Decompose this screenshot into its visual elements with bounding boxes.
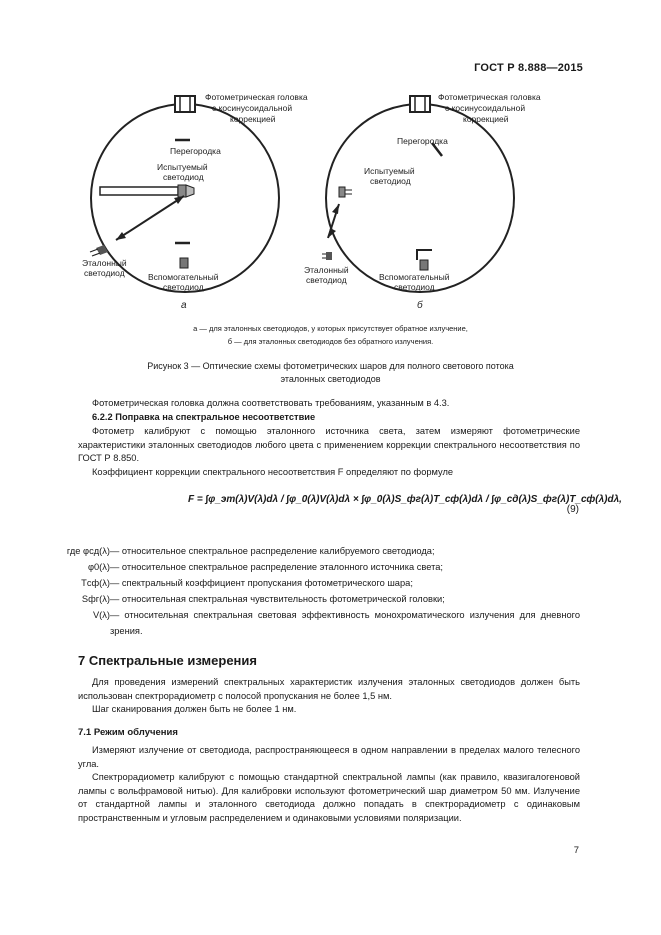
- reference-led-label-a: Эталонный светодиод: [82, 258, 127, 278]
- photometric-head-a: [175, 96, 195, 112]
- page-number: 7: [573, 845, 579, 856]
- auxiliary-led-label-b: Вспомогательный светодиод: [379, 272, 450, 292]
- baffle-label-a: Перегородка: [170, 146, 221, 156]
- section-7-1-para-2: Спектрорадиометр калибруют с помощью стандартной спектральной лампы (как правило, квазигалогеновой лампы с вольфрамовой нитью). Для калибровки используют фотометрический шар диаметром 50 мм. Излучение от стандартной лампы и эталонного светодиода должно попадать в спектрорадиометр с одинаковым пространственным и угловым распределением и одинаковыми условиями поляризации.: [78, 772, 580, 823]
- section-7-1-title: 7.1 Режим облучения: [78, 727, 178, 738]
- auxiliary-led-b: [420, 260, 428, 270]
- reference-led-label-b: Эталонный светодиод: [304, 265, 349, 285]
- test-led-holder-a: [100, 187, 178, 195]
- figure-3: [60, 80, 600, 340]
- test-led-label-b: Испытуемый светодиод: [364, 166, 415, 186]
- section-7-para-2: Шаг сканирования должен быть не более 1 нм.: [92, 704, 297, 714]
- where-row: Sфг(λ) — относительная спектральная чувствительность фотометрической головки;: [81, 594, 445, 604]
- reference-led-b: [322, 252, 332, 260]
- where-list: [48, 543, 580, 639]
- where-row: φ0(λ) — относительное спектральное распределение эталонного источника света;: [87, 562, 444, 572]
- where-row: где φсд(λ) — относительное спектральное распределение калибруемого светодиода;: [66, 546, 435, 556]
- where-row: Tсф(λ) — спектральный коэффициент пропускания фотометрического шара;: [81, 578, 413, 588]
- figure-note-a: а — для эталонных светодиодов, у которых присутствует обратное излучение,: [193, 324, 468, 333]
- auxiliary-led-a: [180, 258, 188, 268]
- section-7-para-1: Для проведения измерений спектральных характеристик излучения эталонных светодиодов должен быть использован спектрорадиометр с полосой пропускания не более 1,5 нм.: [78, 677, 580, 701]
- figure-notes: [0, 322, 661, 348]
- formula-9: F = ∫φ_эт(λ)V(λ)dλ / ∫φ_0(λ)V(λ)dλ × ∫φ_0(λ)S_фг(λ)T_сф(λ)dλ / ∫φ_сд(λ)S_фг(λ)T_сф(λ)dλ,: [188, 494, 622, 505]
- figure-caption: Рисунок 3 — Оптические схемы фотометрических шаров для полного светового потока эталонных светодиодов: [147, 361, 514, 384]
- section-7-1-para-1: Измеряют излучение от светодиода, распространяющееся в одном направлении в пределах малого телесного угла.: [78, 745, 580, 769]
- photometric-head-label-a: Фотометрическая головка с косинусоидальной коррекцией: [205, 92, 308, 124]
- baffle-label-b: Перегородка: [397, 136, 448, 146]
- section-6-2-2-para-1: Фотометр калибруют с помощью эталонного источника света, затем измеряют фотометрические характеристики эталонных светодиодов любого цвета с применением коррекции спектрального несоответствия по ГОСТ Р 8.850.: [78, 426, 580, 464]
- equation-number: (9): [566, 504, 579, 515]
- photometric-head-label-b: Фотометрическая головка с косинусоидальной коррекцией: [438, 92, 541, 124]
- section-7-title: 7 Спектральные измерения: [78, 653, 257, 668]
- where-row: V(λ) — относительная спектральная световая эффективность монохроматического излучения для дневного зрения.: [92, 610, 580, 636]
- test-led-b: [339, 187, 345, 197]
- section-6-2-2-title: 6.2.2 Поправка на спектральное несоответствие: [92, 412, 316, 422]
- section-6-2-2-para-2: Коэффициент коррекции спектрального несоответствия F определяют по формуле: [92, 467, 454, 477]
- auxiliary-led-label-a: Вспомогательный светодиод: [148, 272, 219, 292]
- figure-label-b: б: [417, 300, 423, 311]
- para-photometric-head: Фотометрическая головка должна соответствовать требованиям, указанным в 4.3.: [92, 398, 450, 408]
- baffle-b-bottom: [417, 250, 432, 260]
- figure-note-b: б — для эталонных светодиодов без обратного излучения.: [227, 337, 434, 346]
- photometric-head-b: [410, 96, 430, 112]
- document-header: ГОСТ Р 8.888—2015: [474, 62, 583, 74]
- figure-label-a: а: [181, 300, 187, 311]
- test-led-label-a: Испытуемый светодиод: [157, 162, 208, 182]
